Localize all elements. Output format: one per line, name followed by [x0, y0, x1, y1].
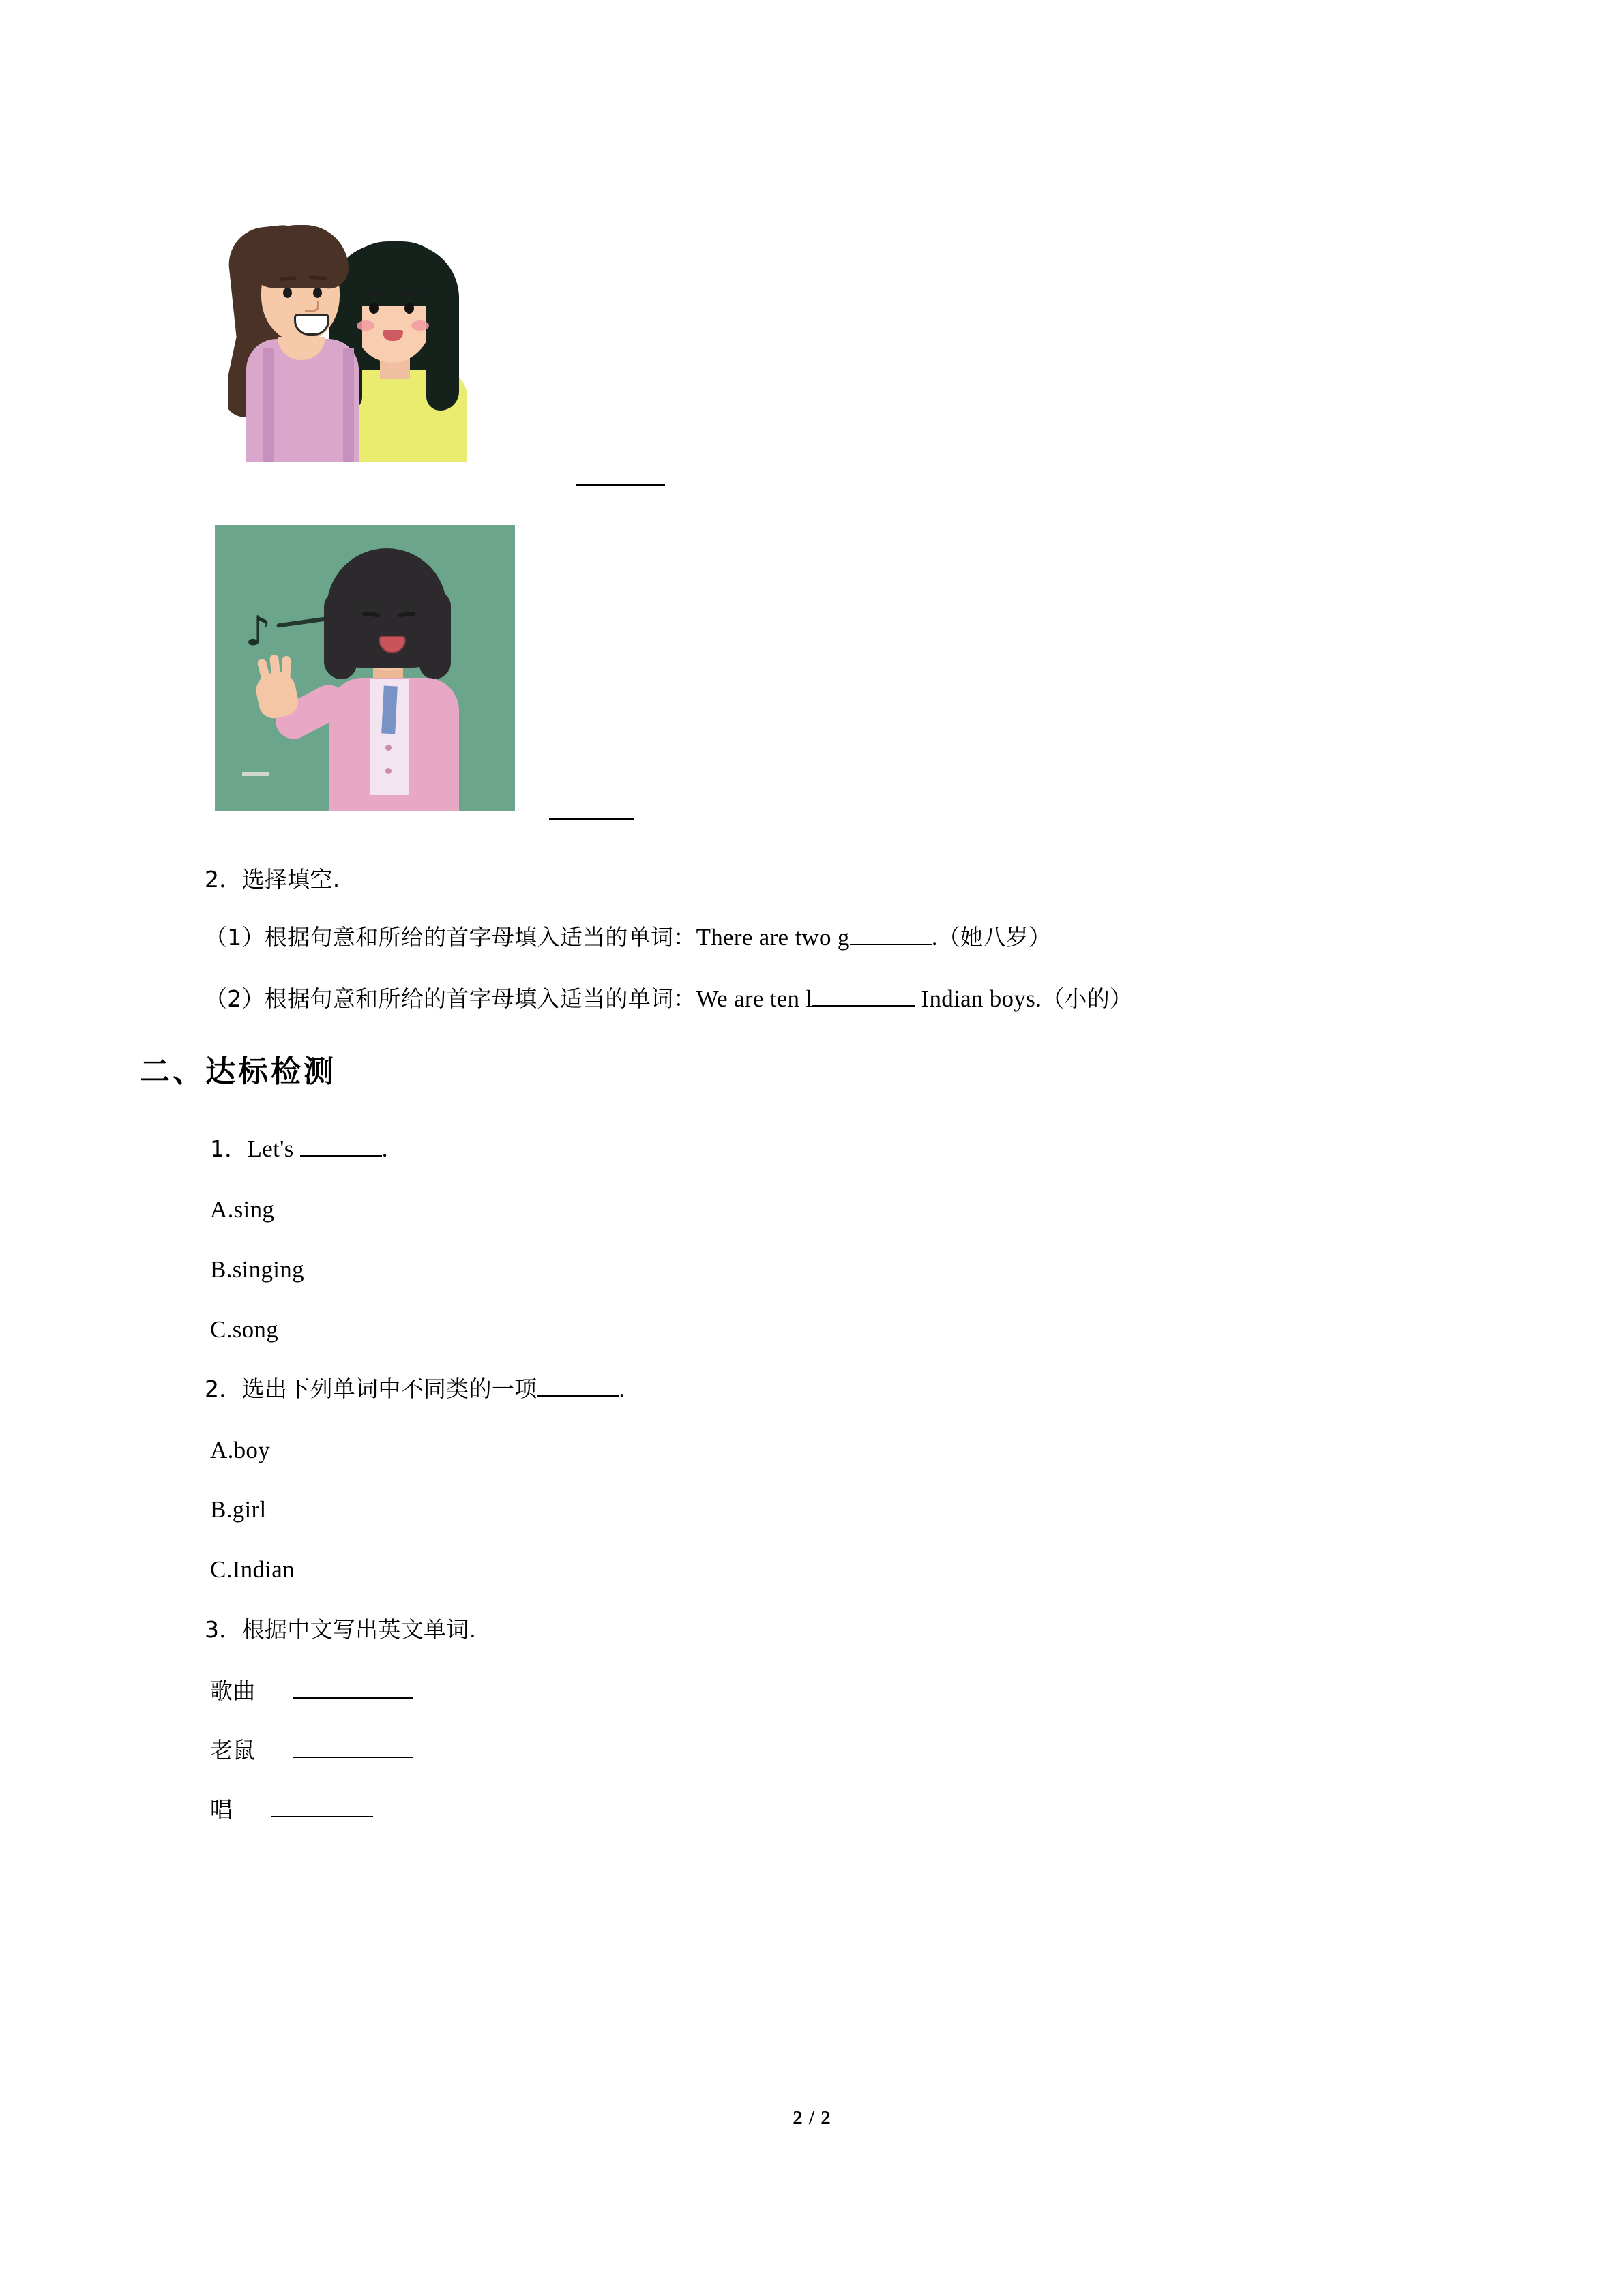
answer-blank-image-1[interactable] [576, 484, 665, 486]
q1-option-c[interactable]: C.song [210, 1316, 279, 1343]
question-2-number: 2． [205, 866, 242, 893]
q3-number: 3． [205, 1616, 242, 1643]
q1-number: 1． [210, 1135, 248, 1162]
q1-stem-post: . [381, 1135, 388, 1162]
q1-option-b[interactable]: B.singing [210, 1256, 304, 1283]
item-1-prompt: 根据句意和所给的首字母填入适当的单词： [264, 924, 696, 951]
section-two-heading: 二、达标检测 [140, 1054, 336, 1089]
girl1-nose [305, 301, 319, 312]
q2-stem-post: . [619, 1375, 625, 1402]
q3-word-2-cn: 老鼠 [210, 1737, 256, 1763]
illustration-canvas-1 [228, 185, 494, 462]
q2-option-b[interactable]: B.girl [210, 1496, 267, 1523]
item-2-blank[interactable] [812, 1005, 915, 1007]
girl1-strap-right [343, 348, 354, 462]
item-2-sentence-pre: We are ten l [696, 985, 813, 1012]
item-1-blank[interactable] [850, 944, 932, 945]
girl2-eye-left [369, 303, 379, 314]
girl1-eye-right [313, 288, 322, 298]
teacher-singing-at-blackboard-illustration [215, 525, 515, 811]
q3-word-item-3 [210, 1795, 373, 1825]
two-girls-talking-illustration [228, 185, 494, 462]
question-2-title-text: 选择填空. [241, 866, 340, 893]
q1-stem-pre: Let's [247, 1135, 300, 1162]
girl1-strap-left [263, 348, 274, 462]
chalk-ledge [242, 772, 269, 776]
item-1-sentence-post: . [931, 924, 938, 951]
q1-option-a[interactable]: A.sing [210, 1196, 275, 1223]
q3-word-item-1 [210, 1676, 413, 1706]
girl2-hair-right [426, 281, 459, 411]
girl2-blush-right [411, 320, 429, 331]
question-2-item-2 [205, 984, 1132, 1014]
item-1-marker: （1） [205, 924, 265, 951]
q2-blank[interactable] [537, 1395, 619, 1397]
section-two-question-3 [205, 1615, 476, 1645]
q2-option-c[interactable]: C.Indian [210, 1556, 295, 1583]
q2-option-a[interactable]: A.boy [210, 1437, 271, 1463]
music-note-icon: ♪ [245, 608, 271, 655]
teacher-tie [381, 686, 398, 734]
q2-stem-pre: 选出下列单词中不同类的一项 [241, 1375, 537, 1402]
q3-word-3-cn: 唱 [210, 1796, 233, 1823]
section-two-question-2 [205, 1374, 625, 1404]
item-2-marker: （2） [205, 985, 265, 1012]
q3-word-item-2 [210, 1735, 413, 1765]
teacher-button-1 [385, 745, 392, 751]
q2-number: 2． [205, 1375, 242, 1402]
page-number: 2 / 2 [793, 2107, 831, 2129]
q3-word-2-blank[interactable] [293, 1757, 413, 1758]
teacher-finger-2 [269, 654, 281, 682]
item-1-hint: （她八岁） [937, 924, 1052, 951]
illustration-canvas-2 [215, 525, 515, 811]
item-2-hint: （小的） [1042, 985, 1133, 1012]
item-2-sentence-post: Indian boys. [915, 985, 1042, 1012]
question-2-title [205, 865, 340, 895]
girl2-blush-left [357, 320, 374, 331]
q3-stem: 根据中文写出英文单词. [241, 1616, 477, 1643]
q3-word-1-cn: 歌曲 [210, 1678, 256, 1704]
item-1-sentence-pre: There are two g [696, 924, 850, 951]
q1-blank[interactable] [300, 1155, 382, 1157]
question-2-item-1 [205, 923, 1051, 953]
section-two-question-1 [210, 1134, 388, 1164]
q3-word-3-blank[interactable] [271, 1816, 373, 1817]
teacher-finger-3 [281, 656, 291, 683]
answer-blank-image-2[interactable] [549, 818, 634, 820]
girl2-eye-right [404, 303, 414, 314]
teacher-button-2 [385, 768, 392, 774]
girl1-eye-left [283, 288, 292, 298]
item-2-prompt: 根据句意和所给的首字母填入适当的单词： [264, 985, 696, 1012]
q3-word-1-blank[interactable] [293, 1697, 413, 1699]
